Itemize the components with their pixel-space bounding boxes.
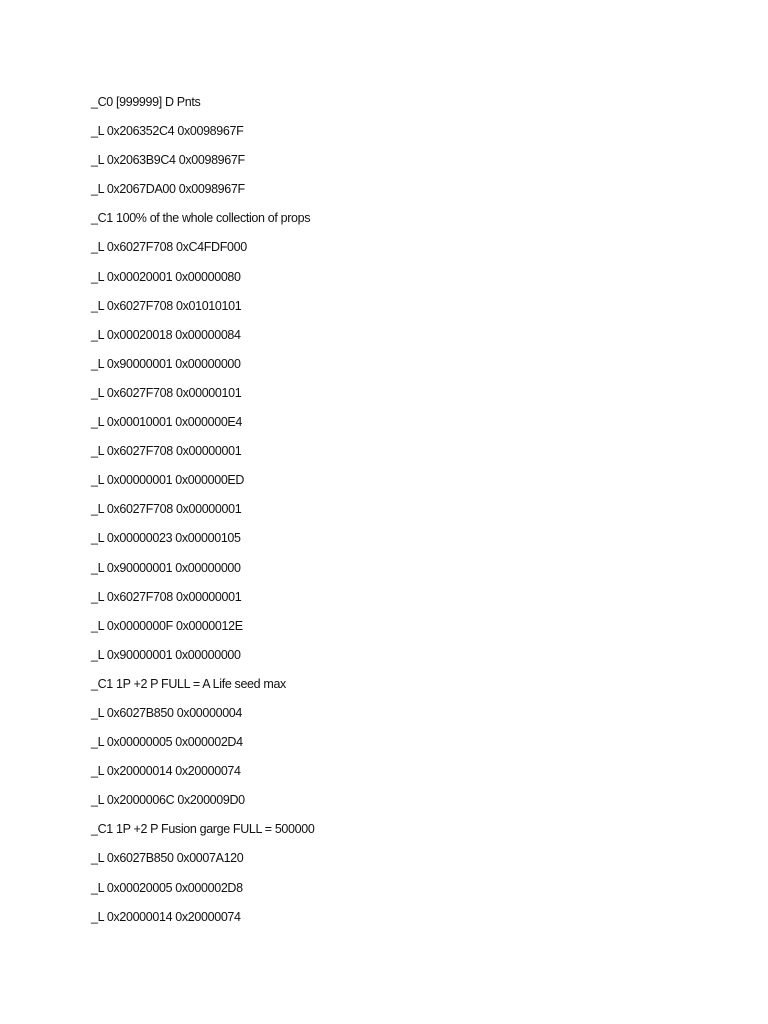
code-line: _L 0x2067DA00 0x0098967F: [91, 182, 245, 197]
code-line: _L 0x00020001 0x00000080: [91, 269, 241, 284]
code-line: _L 0x90000001 0x00000000: [91, 356, 241, 371]
code-line: _L 0x00000005 0x000002D4: [91, 735, 243, 750]
code-line: _L 0x00010001 0x000000E4: [91, 415, 243, 430]
code-line: _L 0x6027B850 0x00000004: [91, 705, 243, 720]
code-line: _L 0x00020005 0x000002D8: [91, 880, 243, 895]
code-line: _C1 1P +2 P FULL = A Life seed max: [91, 676, 286, 691]
code-line: _L 0x00000001 0x000000ED: [91, 473, 245, 488]
code-line: _C1 100% of the whole collection of props: [91, 211, 311, 226]
code-line: _L 0x6027F708 0x00000001: [91, 502, 242, 517]
code-line: _L 0x206352C4 0x0098967F: [91, 124, 244, 139]
code-line: _L 0x20000014 0x20000074: [91, 909, 241, 924]
code-line: _L 0x2000006C 0x200009D0: [91, 793, 245, 808]
code-line: _L 0x6027F708 0x01010101: [91, 298, 242, 313]
code-line: _L 0x90000001 0x00000000: [91, 560, 241, 575]
code-line: _L 0x6027F708 0x00000101: [91, 385, 242, 400]
code-line: _L 0x00000023 0x00000105: [91, 531, 241, 546]
code-line: _L 0x2063B9C4 0x0098967F: [91, 153, 245, 168]
code-line: _L 0x6027F708 0x00000001: [91, 589, 242, 604]
code-line: _L 0x0000000F 0x0000012E: [91, 618, 243, 633]
code-line: _C1 1P +2 P Fusion garge FULL = 500000: [91, 822, 315, 837]
code-line: _L 0x6027F708 0x00000001: [91, 444, 242, 459]
code-line: _L 0x00020018 0x00000084: [91, 327, 241, 342]
code-line-list: [91, 92, 314, 936]
code-line: _L 0x20000014 0x20000074: [91, 764, 241, 779]
code-line: _L 0x6027B850 0x0007A120: [91, 851, 244, 866]
code-line: _C0 [999999] D Pnts: [91, 95, 201, 109]
code-line: _L 0x90000001 0x00000000: [91, 647, 241, 662]
code-line: _L 0x6027F708 0xC4FDF000: [91, 240, 247, 255]
